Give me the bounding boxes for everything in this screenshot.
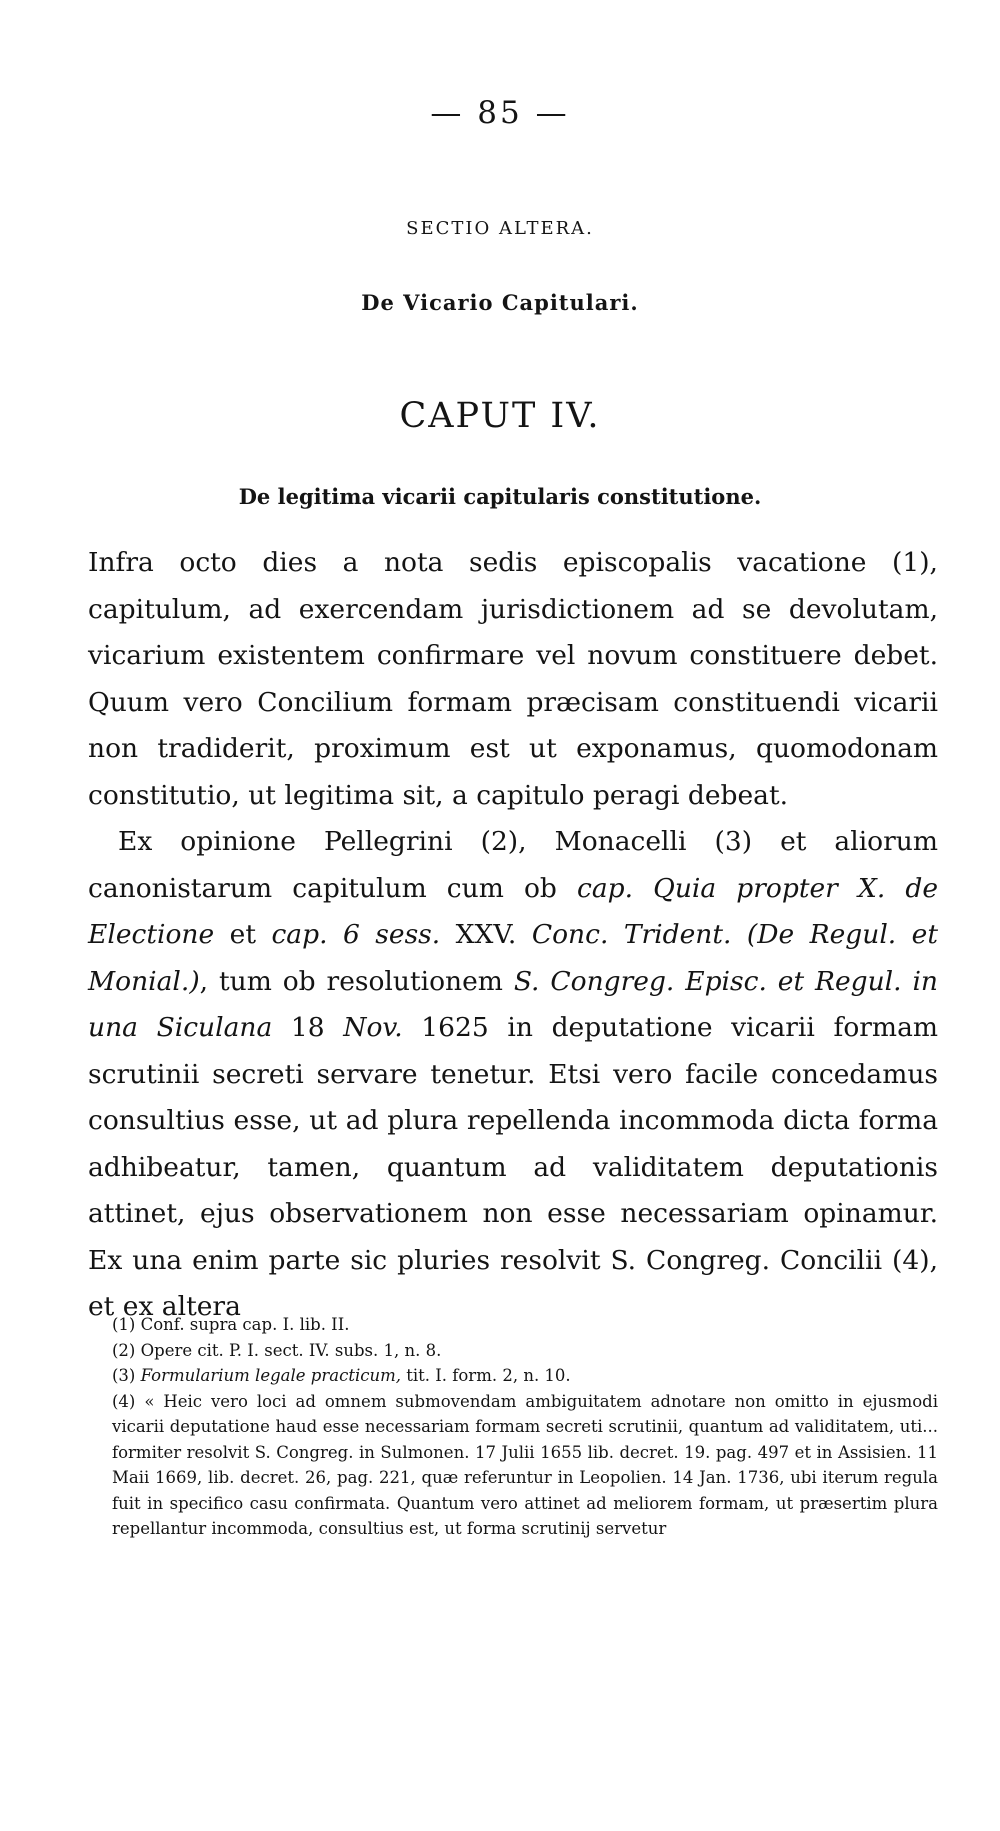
paragraph-2-text: et bbox=[214, 919, 272, 950]
footnote-2: (2) Opere cit. P. I. sect. IV. subs. 1, n. 8. bbox=[112, 1340, 442, 1360]
page-number: — 85 — bbox=[430, 95, 570, 131]
footnote-4: (4) « Heic vero loci ad omnem submovendam ambiguitatem adnotare non omitto in ejusmodi vicarii deputatione haud esse necessariam formam secreti scrutinii, quantum ad validitatem, uti... formiter resolvit S. Congreg. in Sulmonen. 17 Julii 1655 lib. decret. 19. pag. 497 et in Assisien. 11 Maii 1669, lib. decret. 26, pag. 221, quæ referuntur in Leopolien. 14 Jan. 1736, ubi iterum regula fuit in specifico casu confirmata. Quantum vero attinet ad meliorem formam, ut præsertim plura repellantur incommoda, consultius est, ut forma scrutinij servetur bbox=[112, 1391, 938, 1538]
footnote-1: (1) Conf. supra cap. I. lib. II. bbox=[112, 1315, 350, 1334]
chapter-title: CAPUT IV. bbox=[399, 396, 601, 436]
footnotes bbox=[112, 1312, 938, 1542]
chapter-subtitle: De legitima vicarii capitularis constitutione. bbox=[238, 484, 762, 509]
paragraph-2-text: XXV. bbox=[440, 919, 532, 950]
citation-s-congreg: S. Congreg. Episc. et Regul. in una Siculana bbox=[88, 965, 938, 1043]
citation-cap-quia-propter: cap. Quia propter X. de Electione bbox=[88, 872, 938, 950]
paragraph-2-text: 1625 in deputatione vicarii formam scrutinii secreti servare tenetur. Etsi vero facile concedamus consultius esse, ut ad plura repellenda incommoda dicta forma adhibeatur, tamen, quantum ad validitatem deputationis attinet, ejus observationem non esse necessariam opinamur. Ex una enim parte sic pluries resolvit S. Congreg. Concilii (4), et ex altera bbox=[88, 1012, 938, 1322]
citation-nov: Nov. bbox=[343, 1012, 403, 1043]
section-subtitle: De Vicario Capitulari. bbox=[361, 290, 639, 315]
paragraph-2-text: , tum ob resolutionem bbox=[199, 965, 514, 997]
paragraph-2-text: Ex opinione Pellegrini (2), Monacelli (3) et aliorum canonistarum capitulum cum ob bbox=[88, 826, 938, 904]
body-text bbox=[88, 540, 938, 1331]
footnote-3-title: Formularium legale practicum, bbox=[140, 1366, 401, 1385]
footnote-3 bbox=[112, 1363, 938, 1389]
citation-conc-trident: Conc. Trident. (De Regul. et Monial.) bbox=[88, 919, 939, 997]
citation-cap-6-sess: cap. 6 sess. bbox=[271, 919, 441, 950]
paragraph-2 bbox=[88, 819, 938, 1331]
paragraph-2-text: 18 bbox=[272, 1012, 344, 1043]
paragraph-1: Infra octo dies a nota sedis episcopalis vacatione (1), capitulum, ad exercendam jurisdictionem ad se devolutam, vicarium existentem confirmare vel novum constituere debet. Quum vero Concilium formam præcisam constituendi vicarii non tradiderit, proximum est ut exponamus, quomodonam constitutio, ut legitima sit, a capitulo peragi debeat. bbox=[88, 547, 938, 811]
footnote-3-label: (3) bbox=[112, 1366, 141, 1385]
section-title: SECTIO ALTERA. bbox=[406, 218, 594, 239]
footnote-3-rest: tit. I. form. 2, n. 10. bbox=[400, 1366, 571, 1385]
